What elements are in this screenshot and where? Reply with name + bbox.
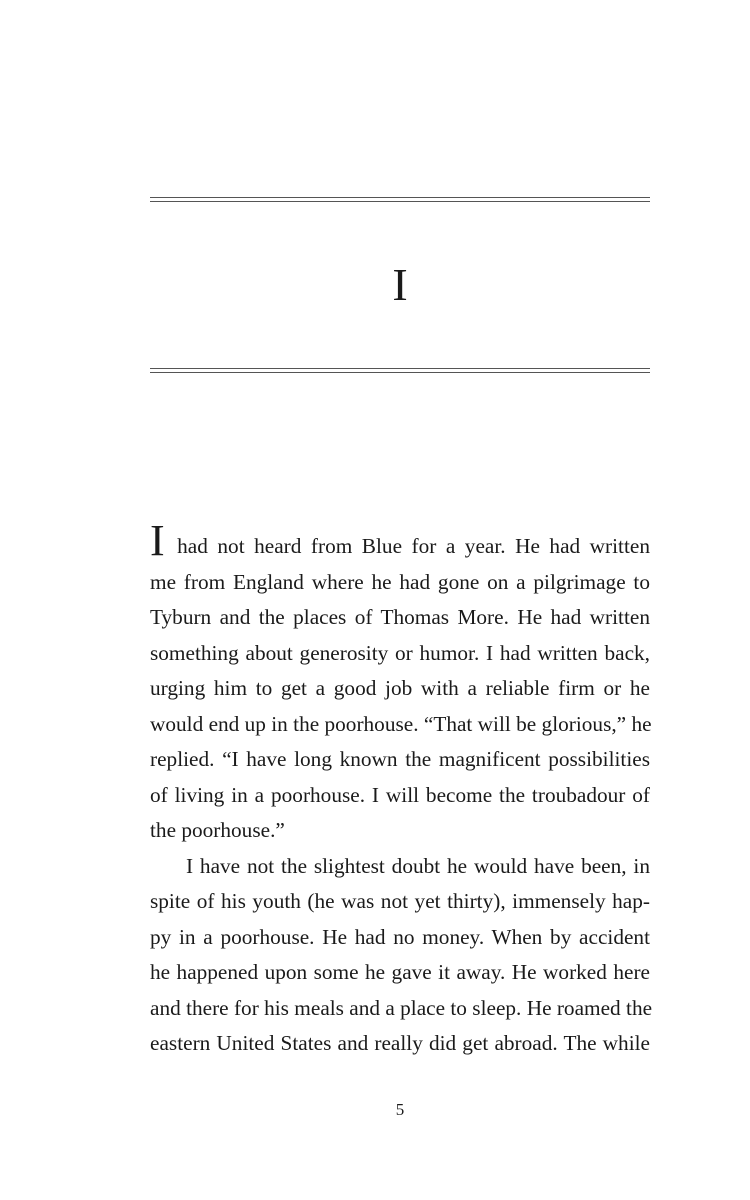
- text-line-content: had not heard from Blue for a year. He had written: [167, 534, 650, 558]
- paragraph-1: [150, 516, 652, 849]
- text-line: and there for his meals and a place to sleep. He roamed the: [150, 995, 653, 1020]
- text-line: of living in a poorhouse. I will become the troubadour of: [150, 782, 650, 807]
- text-line: something about generosity or humor. I had written back,: [150, 640, 650, 665]
- text-line: urging him to get a good job with a reliable firm or he: [150, 676, 650, 700]
- text-line: Tyburn and the places of Thomas More. He had written: [150, 605, 650, 629]
- text-line: eastern United States and really did get abroad. The while: [150, 1031, 650, 1055]
- text-line: py in a poorhouse. He had no money. When by accident: [150, 924, 650, 949]
- text-line: [150, 849, 650, 885]
- text-line: he happened upon some he gave it away. He worked here: [150, 960, 650, 984]
- text-line-content: I have not the slightest doubt he would have been, in: [186, 853, 650, 878]
- text-line: the poorhouse.”: [150, 818, 285, 842]
- page-number: 5: [395, 1100, 405, 1119]
- text-line: spite of his youth (he was not yet thirty), immensely hap-: [150, 889, 650, 913]
- top-double-rule: [150, 197, 650, 202]
- text-line: replied. “I have long known the magnificent possibilities: [150, 747, 650, 771]
- text-line: [150, 516, 650, 565]
- chapter-numeral: I: [392, 259, 408, 310]
- drop-cap: I: [150, 516, 165, 565]
- paragraph-2: [150, 849, 653, 1062]
- body-text: [150, 516, 653, 1062]
- text-line: me from England where he had gone on a pilgrimage to: [150, 569, 650, 594]
- text-line: would end up in the poorhouse. “That will be glorious,” he: [150, 711, 652, 736]
- bottom-double-rule: [150, 368, 650, 373]
